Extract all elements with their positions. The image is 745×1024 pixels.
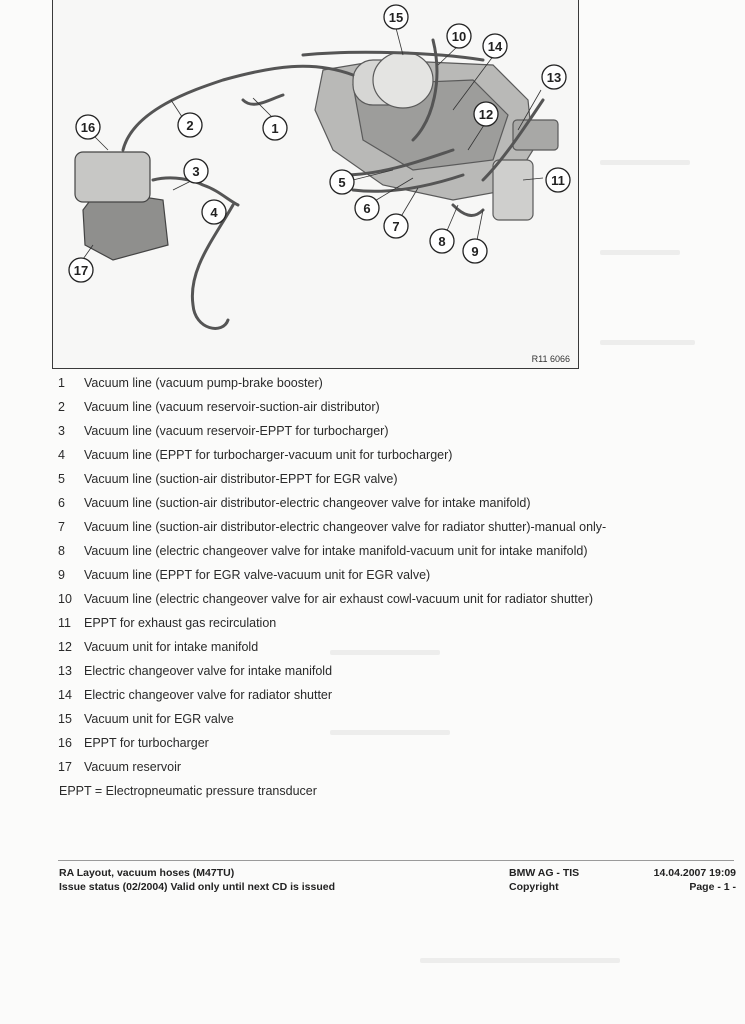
svg-text:1: 1 <box>271 121 279 136</box>
footer-divider <box>58 860 734 861</box>
svg-text:16: 16 <box>80 120 96 135</box>
svg-text:11: 11 <box>551 173 565 188</box>
footer-middle <box>509 866 579 894</box>
svg-text:2: 2 <box>186 118 194 133</box>
print-date: 14.04.2007 19:09 <box>653 867 736 879</box>
page-number: Page - 1 - <box>689 881 736 893</box>
svg-text:9: 9 <box>471 244 479 259</box>
copyright: Copyright <box>509 881 559 893</box>
callout-4 <box>202 200 226 224</box>
svg-text:6: 6 <box>363 201 371 216</box>
callout-7 <box>384 214 408 238</box>
callout-3 <box>184 159 208 183</box>
svg-text:5: 5 <box>338 175 346 190</box>
figure-reference-code: R11 6066 <box>531 354 570 364</box>
abbreviation-note: EPPT = Electropneumatic pressure transducer <box>59 784 317 798</box>
engine-illustration <box>53 0 578 368</box>
callout-11 <box>546 168 570 192</box>
svg-text:4: 4 <box>210 205 218 220</box>
footer-left <box>59 866 335 894</box>
callout-10 <box>447 24 471 48</box>
callout-6 <box>355 196 379 220</box>
footer-right <box>652 866 736 894</box>
svg-text:10: 10 <box>451 29 467 44</box>
svg-text:8: 8 <box>438 234 446 249</box>
callout-16 <box>76 115 100 139</box>
svg-text:7: 7 <box>392 219 400 234</box>
callout-13 <box>542 65 566 89</box>
callout-2 <box>178 113 202 137</box>
callout-8 <box>430 229 454 253</box>
callout-15 <box>384 5 408 29</box>
svg-text:12: 12 <box>478 107 494 122</box>
issue-status: Issue status (02/2004) Valid only until next CD is issued <box>59 881 336 893</box>
vacuum-hose-diagram <box>52 0 579 369</box>
svg-text:17: 17 <box>73 263 89 278</box>
publisher: BMW AG - TIS <box>509 867 580 879</box>
callout-14 <box>483 34 507 58</box>
callout-17 <box>69 258 93 282</box>
callout-1 <box>263 116 287 140</box>
document-title: RA Layout, vacuum hoses (M47TU) <box>59 867 235 879</box>
svg-text:14: 14 <box>487 39 503 54</box>
svg-text:3: 3 <box>192 164 200 179</box>
svg-text:15: 15 <box>388 10 404 25</box>
svg-text:13: 13 <box>546 70 562 85</box>
callout-12 <box>474 102 498 126</box>
vacuum-reservoir <box>75 152 168 260</box>
callout-5 <box>330 170 354 194</box>
callout-9 <box>463 239 487 263</box>
